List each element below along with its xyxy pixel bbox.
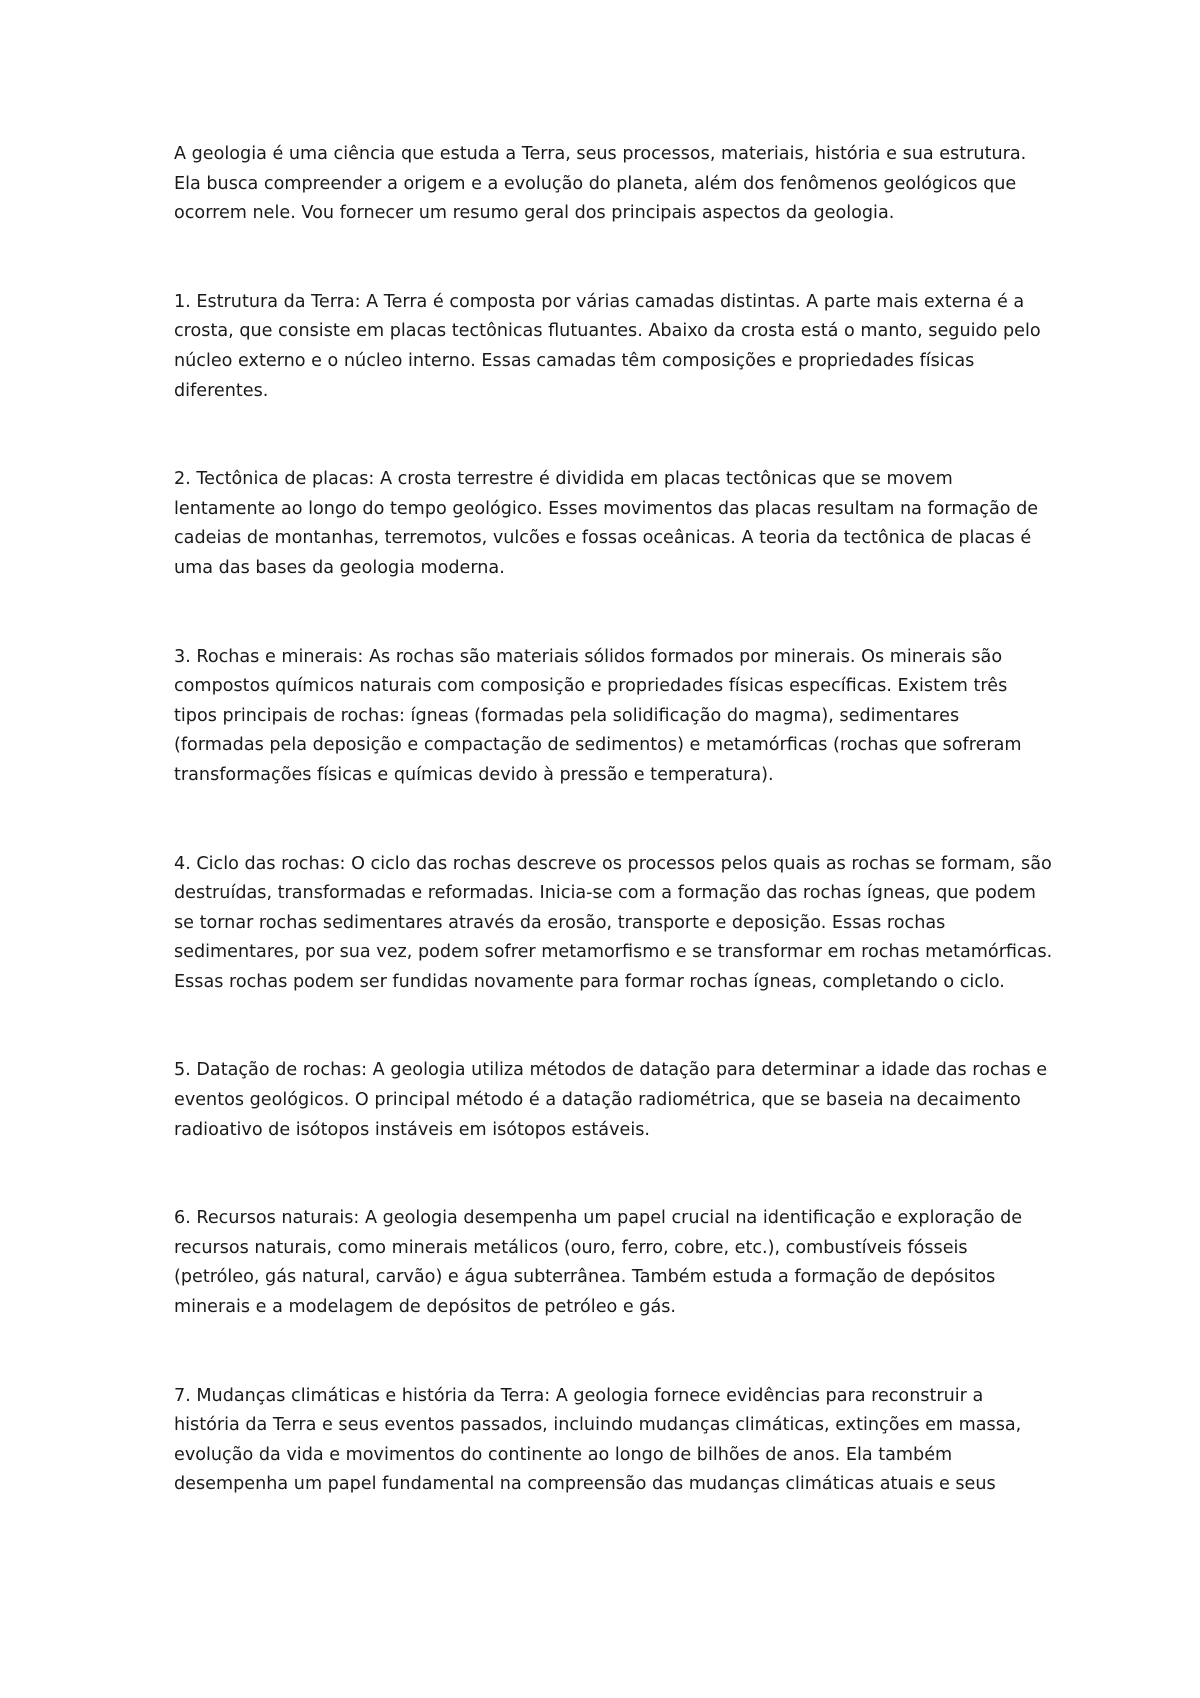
- paragraph-gap: [174, 1145, 1054, 1204]
- paragraph-tectonica-de-placas: 2. Tectônica de placas: A crosta terrestre é dividida em placas tectônicas que se movem lentamente ao longo do tempo geológico. Esses movimentos das placas resultam na formação de cadeias de montanhas, terremotos, vulcões e fossas oceânicas. A teoria da tectônica de placas é uma das bases da geologia moderna.: [174, 469, 1039, 578]
- paragraph-mudancas-climaticas: 7. Mudanças climáticas e história da Terra: A geologia fornece evidências para reconstruir a história da Terra e seus eventos passados, incluindo mudanças climáticas, extinções em massa, evolução da vida e movimentos do continente ao longo de bilhões de anos. Ela também desempenha um papel fundamental na compreensão das mudanças climáticas atuais e seus: [174, 1385, 1022, 1495]
- paragraph-rochas-e-minerais: 3. Rochas e minerais: As rochas são materiais sólidos formados por minerais. Os minerais são compostos químicos naturais com composição e propriedades físicas específicas. Existem três tipos principais de rochas: ígneas (formadas pela solidificação do magma), sedimentares (formadas pela deposição e compactação de sedimentos) e metamórficas (rochas que sofreram transformações físicas e químicas devido à pressão e temperatura).: [174, 646, 1022, 785]
- paragraph-intro: A geologia é uma ciência que estuda a Terra, seus processos, materiais, história e sua estrutura. Ela busca compreender a origem e a evolução do planeta, além dos fenômenos geológicos que ocorrem nele. Vou fornecer um resumo geral dos principais aspectos da geologia.: [174, 144, 1027, 224]
- paragraph-ciclo-das-rochas: 4. Ciclo das rochas: O ciclo das rochas descreve os processos pelos quais as rochas se formam, são destruídas, transformadas e reformadas. Inicia-se com a formação das rochas ígneas, que podem se tornar rochas sedimentares através da erosão, transporte e deposição. Essas rochas sedimentares, por sua vez, podem sofrer metamorfismo e se transformar em rochas metamórficas. Essas rochas podem ser fundidas novamente para formar rochas ígneas, completando o ciclo.: [174, 853, 1053, 992]
- paragraph-gap: [174, 584, 1054, 643]
- document-body: [174, 140, 1054, 1500]
- paragraph-gap: [174, 229, 1054, 288]
- paragraph-gap: [174, 1323, 1054, 1382]
- paragraph-gap: [174, 791, 1054, 850]
- paragraph-gap: [174, 406, 1054, 465]
- paragraph-recursos-naturais: 6. Recursos naturais: A geologia desempenha um papel crucial na identificação e exploração de recursos naturais, como minerais metálicos (ouro, ferro, cobre, etc.), combustíveis fósseis (petróleo, gás natural, carvão) e água subterrânea. Também estuda a formação de depósitos minerais e a modelagem de depósitos de petróleo e gás.: [174, 1208, 1023, 1318]
- paragraph-gap: [174, 997, 1054, 1056]
- paragraph-datacao-de-rochas: 5. Datação de rochas: A geologia utiliza métodos de datação para determinar a idade das rochas e eventos geológicos. O principal método é a datação radiométrica, que se baseia na decaimento radioativo de isótopos instáveis em isótopos estáveis.: [174, 1060, 1048, 1140]
- paragraph-estrutura-da-terra: 1. Estrutura da Terra: A Terra é composta por várias camadas distintas. A parte mais externa é a crosta, que consiste em placas tectônicas flutuantes. Abaixo da crosta está o manto, seguido pelo núcleo externo e o núcleo interno. Essas camadas têm composições e propriedades físicas diferentes.: [174, 291, 1041, 401]
